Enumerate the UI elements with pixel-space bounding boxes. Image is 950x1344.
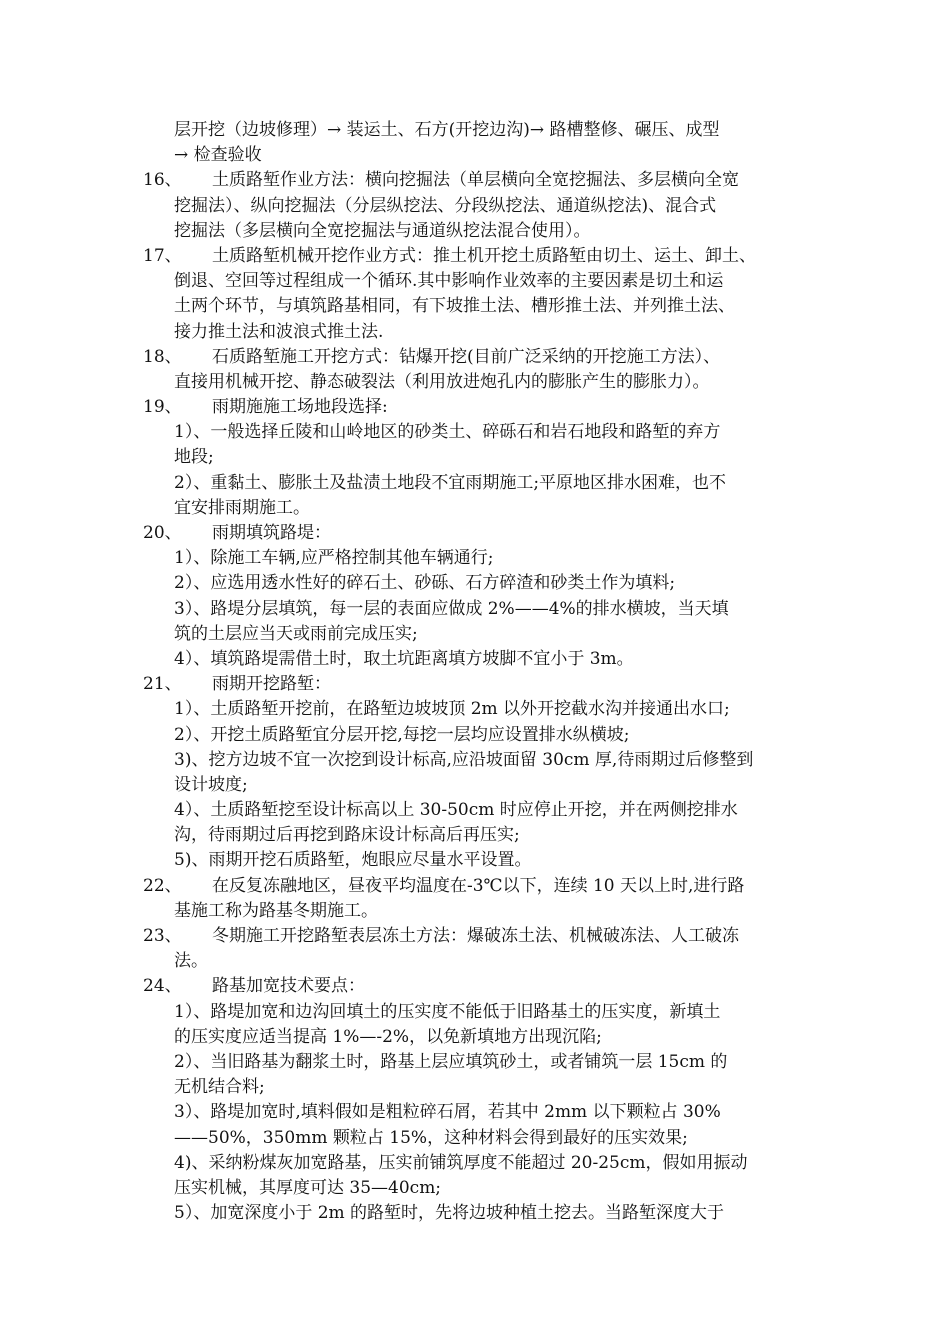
- item-heading-text: 石质路堑施工开挖方式：钻爆开挖(目前广泛采纳的开挖施工方法）、: [212, 346, 721, 367]
- paragraph-text: 1）、路堤加宽和边沟回填土的压实度不能低于旧路基土的压实度，新填土: [174, 1001, 721, 1022]
- paragraph-text: 的压实度应适当提高 1%—-2%，以免新填地方出现沉陷;: [174, 1026, 602, 1047]
- paragraph-text: 4）、土质路堑挖至设计标高以上 30-50cm 时应停止开挖，并在两侧挖排水: [174, 800, 738, 821]
- numbered-item-line: [0, 672, 950, 697]
- text-line: [0, 219, 950, 244]
- item-number: 22、: [143, 875, 182, 896]
- item-number: 16、: [143, 170, 182, 191]
- numbered-item-line: [0, 395, 950, 420]
- item-heading-text: 雨期开挖路堑：: [212, 674, 331, 695]
- paragraph-text: 5）、加宽深度小于 2m 的路堑时，先将边坡种植土挖去。当路堑深度大于: [174, 1203, 725, 1224]
- item-heading-text: 雨期施施工场地段选择:: [212, 397, 388, 418]
- paragraph-text: 接力推土法和波浪式推土法.: [174, 321, 384, 342]
- text-line: [0, 748, 950, 773]
- paragraph-text: 沟，待雨期过后再挖到路床设计标高后再压实;: [174, 825, 520, 846]
- text-line: [0, 1075, 950, 1100]
- text-line: [0, 1025, 950, 1050]
- paragraph-text: 5)、雨期开挖石质路堑，炮眼应尽量水平设置。: [174, 850, 532, 871]
- paragraph-text: 层开挖（边坡修理）→ 装运土、石方(开挖边沟)→ 路槽整修、碾压、成型: [174, 120, 720, 140]
- numbered-item-line: [0, 924, 950, 949]
- text-line: [0, 143, 950, 168]
- paragraph-text: 压实机械，其厚度可达 35—40cm;: [174, 1177, 442, 1198]
- text-line: [0, 320, 950, 345]
- paragraph-text: 挖掘法）、纵向挖掘法（分层纵挖法、分段纵挖法、通道纵挖法)、混合式: [174, 195, 717, 216]
- item-heading-text: 土质路堑作业方法：横向挖掘法（单层横向全宽挖掘法、多层横向全宽: [212, 170, 739, 191]
- numbered-item-line: [0, 874, 950, 899]
- text-line: [0, 420, 950, 445]
- paragraph-text: 无机结合料;: [174, 1077, 265, 1098]
- text-line: [0, 194, 950, 219]
- text-line: [0, 1176, 950, 1201]
- item-number: 18、: [143, 346, 182, 367]
- paragraph-text: 倒退、空回等过程组成一个循环.其中影响作业效率的主要因素是切土和运: [174, 271, 724, 292]
- text-line: [0, 370, 950, 395]
- numbered-item-line: [0, 974, 950, 999]
- paragraph-text: 1）、土质路堑开挖前，在路堑边坡坡顶 2m 以外开挖截水沟并接通出水口;: [174, 699, 730, 720]
- text-line: [0, 471, 950, 496]
- item-number: 19、: [143, 397, 182, 418]
- item-number: 20、: [143, 523, 182, 543]
- item-heading-text: 雨期填筑路堤：: [212, 523, 331, 543]
- text-line: [0, 1126, 950, 1151]
- paragraph-text: 4）、填筑路堤需借土时，取土坑距离填方坡脚不宜小于 3m。: [174, 648, 634, 669]
- text-line: [0, 1151, 950, 1176]
- text-line: [0, 118, 950, 143]
- item-number: 24、: [143, 976, 182, 997]
- item-heading-text: 冬期施工开挖路堑表层冻土方法：爆破冻土法、机械破冻法、人工破冻: [212, 926, 739, 946]
- paragraph-text: 2）、重黏土、膨胀土及盐渍土地段不宜雨期施工;平原地区排水困难，也不: [174, 472, 727, 493]
- text-line: [0, 269, 950, 294]
- item-number: 23、: [143, 926, 182, 946]
- paragraph-text: 3）、路堤分层填筑，每一层的表面应做成 2%——4%的排水横坡，当天填: [174, 598, 729, 619]
- paragraph-text: 2）、开挖土质路堑宜分层开挖,每挖一层均应设置排水纵横坡;: [174, 724, 630, 745]
- paragraph-text: 4)、采纳粉煤灰加宽路基，压实前铺筑厚度不能超过 20-25cm，假如用振动: [174, 1152, 748, 1173]
- text-line: [0, 723, 950, 748]
- text-line: [0, 697, 950, 722]
- paragraph-text: 土两个环节，与填筑路基相同，有下坡推土法、槽形推土法、并列推土法、: [174, 296, 735, 317]
- text-line: [0, 294, 950, 319]
- item-heading-text: 在反复冻融地区，昼夜平均温度在-3℃以下，连续 10 天以上时,进行路: [212, 875, 745, 896]
- text-line: [0, 1000, 950, 1025]
- paragraph-text: 法。: [174, 951, 208, 972]
- paragraph-text: 3)、挖方边坡不宜一次挖到设计标高,应沿坡面留 30cm 厚,待雨期过后修整到: [174, 749, 754, 770]
- paragraph-text: 直接用机械开挖、静态破裂法（利用放进炮孔内的膨胀产生的膨胀力）。: [174, 371, 710, 392]
- paragraph-text: 2）、应选用透水性好的碎石土、砂砾、石方碎渣和砂类土作为填料;: [174, 573, 676, 594]
- paragraph-text: 2）、当旧路基为翻浆土时，路基上层应填筑砂土，或者铺筑一层 15cm 的: [174, 1051, 728, 1072]
- document-page: [0, 118, 950, 1226]
- item-heading-text: 路基加宽技术要点：: [212, 976, 365, 997]
- paragraph-text: 设计坡度;: [174, 774, 248, 795]
- numbered-item-line: [0, 168, 950, 193]
- paragraph-text: 基施工称为路基冬期施工。: [174, 900, 378, 921]
- text-line: [0, 647, 950, 672]
- numbered-item-line: [0, 244, 950, 269]
- item-number: 17、: [143, 245, 182, 266]
- paragraph-text: ——50%，350mm 颗粒占 15%，这种材料会得到最好的压实效果;: [174, 1127, 688, 1148]
- text-line: [0, 949, 950, 974]
- text-line: [0, 445, 950, 470]
- paragraph-text: 1）、除施工车辆,应严格控制其他车辆通行;: [174, 548, 494, 569]
- text-line: [0, 823, 950, 848]
- text-line: [0, 773, 950, 798]
- text-line: [0, 597, 950, 622]
- text-line: [0, 1201, 950, 1226]
- text-line: [0, 899, 950, 924]
- item-heading-text: 土质路堑机械开挖作业方式：推土机开挖土质路堑由切土、运土、卸土、: [212, 245, 756, 266]
- text-line: [0, 848, 950, 873]
- paragraph-text: 挖掘法（多层横向全宽挖掘法与通道纵挖法混合使用）。: [174, 220, 591, 241]
- paragraph-text: 3）、路堤加宽时,填料假如是粗粒碎石屑，若其中 2mm 以下颗粒占 30%: [174, 1102, 721, 1123]
- text-line: [0, 571, 950, 596]
- paragraph-text: 1）、一般选择丘陵和山岭地区的砂类土、碎砾石和岩石地段和路堑的弃方: [174, 422, 721, 443]
- text-line: [0, 546, 950, 571]
- numbered-item-line: [0, 521, 950, 546]
- text-line: [0, 798, 950, 823]
- item-number: 21、: [143, 674, 182, 695]
- text-line: [0, 622, 950, 647]
- text-line: [0, 496, 950, 521]
- numbered-item-line: [0, 345, 950, 370]
- text-line: [0, 1100, 950, 1125]
- paragraph-text: → 检查验收: [174, 145, 262, 166]
- paragraph-text: 筑的土层应当天或雨前完成压实;: [174, 623, 418, 644]
- text-line: [0, 1050, 950, 1075]
- paragraph-text: 宜安排雨期施工。: [174, 497, 310, 518]
- paragraph-text: 地段;: [174, 447, 214, 468]
